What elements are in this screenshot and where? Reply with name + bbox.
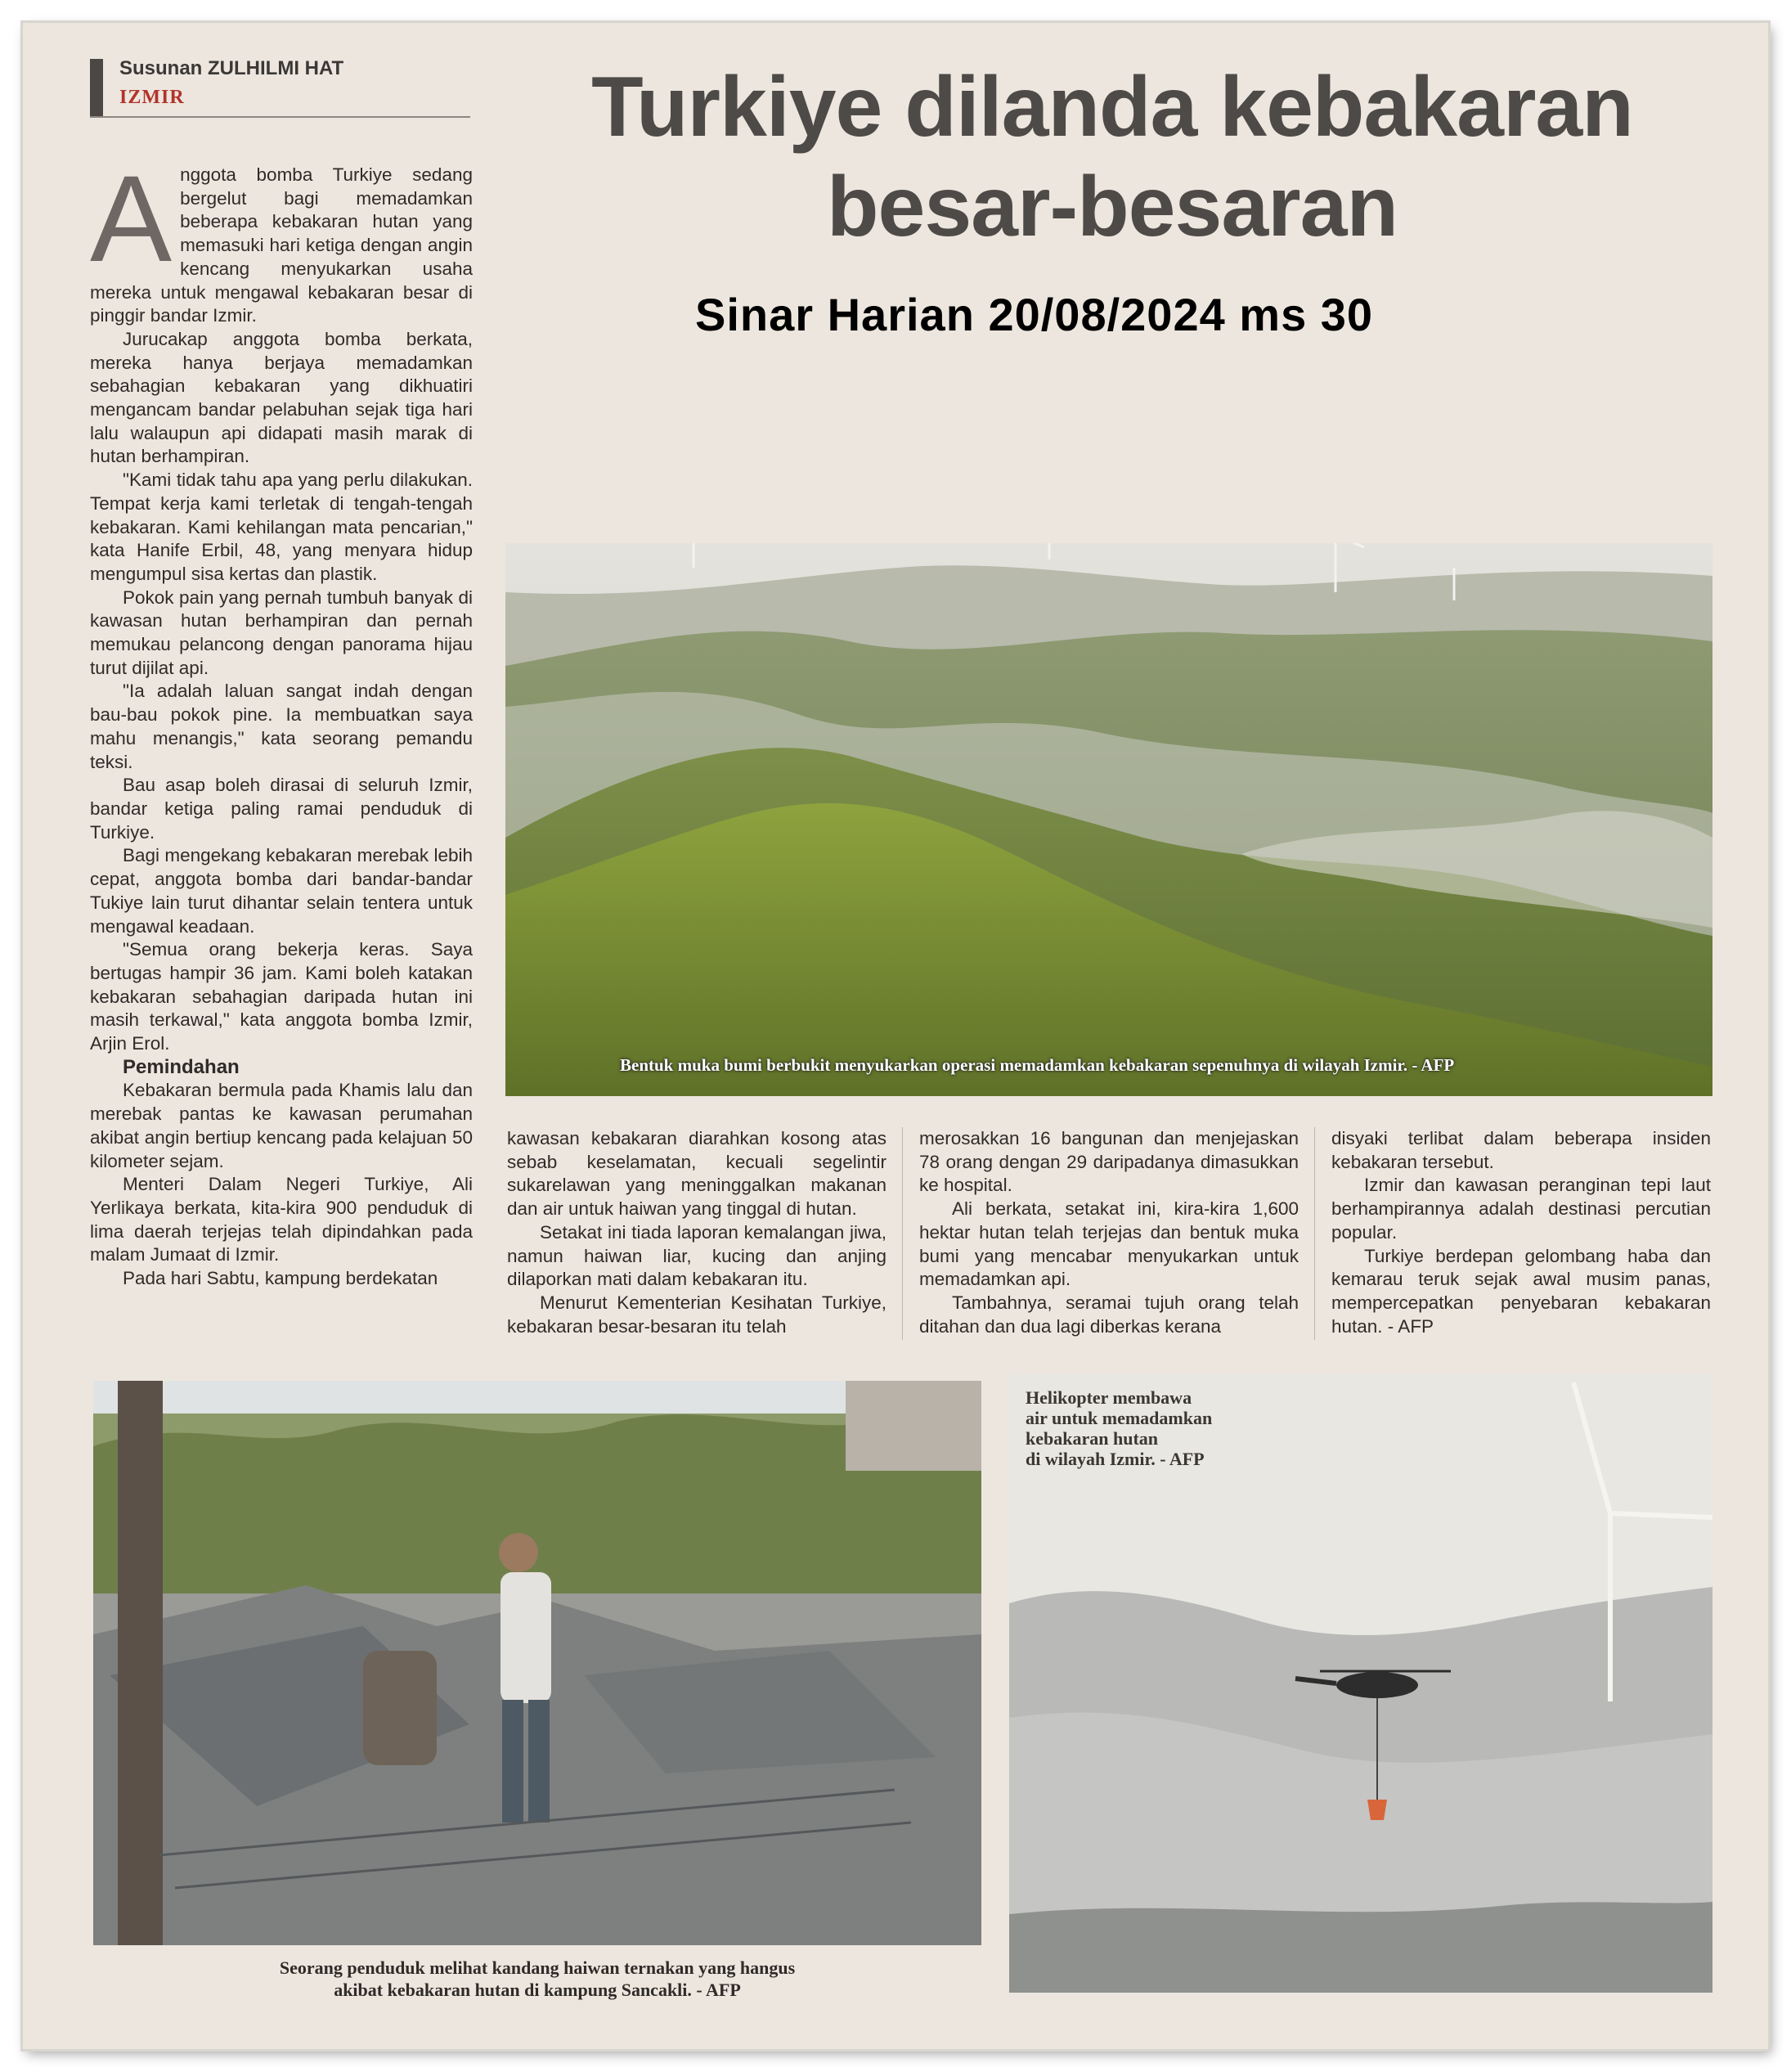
paragraph: Pada hari Sabtu, kampung berdekatan bbox=[123, 1268, 438, 1289]
caption-line: Seorang penduduk melihat kandang haiwan ternakan yang hangus bbox=[279, 1957, 796, 1978]
paragraph: Ali berkata, setakat ini, kira-kira 1,600 hektar hutan telah terjejas dan bentuk muka bumi yang mencabar menyukarkan untuk memadamkan api. bbox=[919, 1198, 1299, 1290]
resident-burned-enclosure-image bbox=[93, 1381, 981, 1945]
byline-author: Susunan ZULHILMI HAT bbox=[119, 57, 344, 79]
paragraph: "Ia adalah laluan sangat indah dengan bau-bau pokok pine. Ia membuatkan saya mahu menangis," kata seorang pemandu teksi. bbox=[90, 681, 473, 772]
main-photo bbox=[505, 543, 1712, 1096]
paragraph: nggota bomba Turkiye sedang bergelut bagi memadamkan beberapa kebakaran hutan yang memasuki hari ketiga dengan angin kencang menyukarkan usaha mereka untuk mengawal kebakaran besar di pinggir bandar Izmir. bbox=[90, 164, 473, 326]
headline: Turkiye dilanda kebakaran besar-besaran bbox=[591, 60, 1633, 254]
paragraph: Pokok pain yang pernah tumbuh banyak di kawasan hutan berhampiran dan pernah memukau pelancong dengan panorama hijau turut dijilat api. bbox=[90, 587, 473, 678]
article-column-4 bbox=[1331, 1127, 1711, 1338]
byline-marker bbox=[90, 59, 103, 116]
paragraph: Izmir dan kawasan peranginan tepi laut berhampirannya adalah destinasi percutian popular. bbox=[1331, 1175, 1711, 1243]
paragraph: disyaki terlibat dalam beberapa insiden kebakaran tersebut. bbox=[1331, 1128, 1711, 1172]
helicopter-photo bbox=[1009, 1374, 1712, 1993]
helicopter-caption bbox=[1026, 1387, 1212, 1469]
hillside-wind-turbines-image bbox=[505, 543, 1712, 1096]
paragraph: Jurucakap anggota bomba berkata, mereka hanya berjaya memadamkan sebahagian kebakaran yang dikhuatiri mengancam bandar pelabuhan sejak tiga hari lalu walaupun api didapati masih marak di hutan berhampiran. bbox=[90, 328, 473, 467]
paragraph: Turkiye berdepan gelombang haba dan kemarau teruk sejak awal musim panas, mempercepatkan penyebaran kebakaran hutan. - AFP bbox=[1331, 1245, 1711, 1337]
paragraph: Kebakaran bermula pada Khamis lalu dan merebak pantas ke kawasan perumahan akibat angin bertiup kencang pada kelajuan 50 kilometer sejam. bbox=[90, 1080, 473, 1171]
subhead: Pemindahan bbox=[123, 1055, 240, 1078]
article-column-3 bbox=[919, 1127, 1299, 1338]
column-rule bbox=[1314, 1127, 1315, 1340]
paragraph: Menteri Dalam Negeri Turkiye, Ali Yerlikaya berkata, kita-kira 900 penduduk di lima daerah terjejas telah dipindahkan pada malam Jumaat di Izmir. bbox=[90, 1174, 473, 1265]
paragraph: merosakkan 16 bangunan dan menjejaskan 78 orang dengan 29 daripadanya dimasukkan ke hospital. bbox=[919, 1128, 1299, 1196]
paragraph: Bagi mengekang kebakaran merebak lebih cepat, anggota bomba dari bandar-bandar Tukiye lain turut dihantar selain tentera untuk mengawal keadaan. bbox=[90, 845, 473, 937]
paragraph: Menurut Kementerian Kesihatan Turkiye, kebakaran besar-besaran itu telah bbox=[507, 1292, 887, 1337]
paragraph: Bau asap boleh dirasai di seluruh Izmir, bandar ketiga paling ramai penduduk di Turkiye. bbox=[90, 775, 473, 843]
burned-shed-caption bbox=[93, 1957, 981, 2001]
drop-cap: A bbox=[90, 150, 173, 287]
article-column-2 bbox=[507, 1127, 887, 1338]
byline-rule bbox=[90, 116, 470, 118]
main-photo-caption: Bentuk muka bumi berbukit menyukarkan operasi memadamkan kebakaran sepenuhnya di wilayah Izmir. - AFP bbox=[620, 1055, 1455, 1075]
paragraph: "Semua orang bekerja keras. Saya bertugas hampir 36 jam. Kami boleh katakan kebakaran sebahagian daripada hutan ini masih terkawal," kata anggota bomba Izmir, Arjin Erol. bbox=[90, 939, 473, 1054]
dateline: IZMIR bbox=[119, 87, 185, 108]
article-column-1 bbox=[90, 150, 473, 1291]
paragraph: Tambahnya, seramai tujuh orang telah ditahan dan dua lagi diberkas kerana bbox=[919, 1292, 1299, 1337]
paragraph: Setakat ini tiada laporan kemalangan jiwa, namun haiwan liar, kucing dan anjing dilaporkan mati dalam kebakaran itu. bbox=[507, 1221, 887, 1290]
caption-line: di wilayah Izmir. - AFP bbox=[1026, 1449, 1205, 1469]
source-stamp: Sinar Harian 20/08/2024 ms 30 bbox=[695, 289, 1374, 340]
caption-line: kebakaran hutan bbox=[1026, 1428, 1159, 1449]
paragraph: "Kami tidak tahu apa yang perlu dilakukan. Tempat kerja kami terletak di tengah-tengah kebakaran. Kami kehilangan mata pencarian," kata Hanife Erbil, 48, yang menyara hidup mengumpul sisa kertas dan plastik. bbox=[90, 470, 473, 584]
caption-line: Helikopter membawa bbox=[1026, 1387, 1192, 1408]
burned-shed-photo bbox=[93, 1381, 981, 1945]
caption-line: air untuk memadamkan bbox=[1026, 1408, 1213, 1428]
paragraph: kawasan kebakaran diarahkan kosong atas sebab keselamatan, kecuali segelintir sukarelawan yang meninggalkan makanan dan air untuk haiwan yang tinggal di hutan. bbox=[507, 1128, 887, 1220]
caption-line: akibat kebakaran hutan di kampung Sancakli. - AFP bbox=[334, 1980, 741, 2000]
column-rule bbox=[902, 1127, 903, 1340]
